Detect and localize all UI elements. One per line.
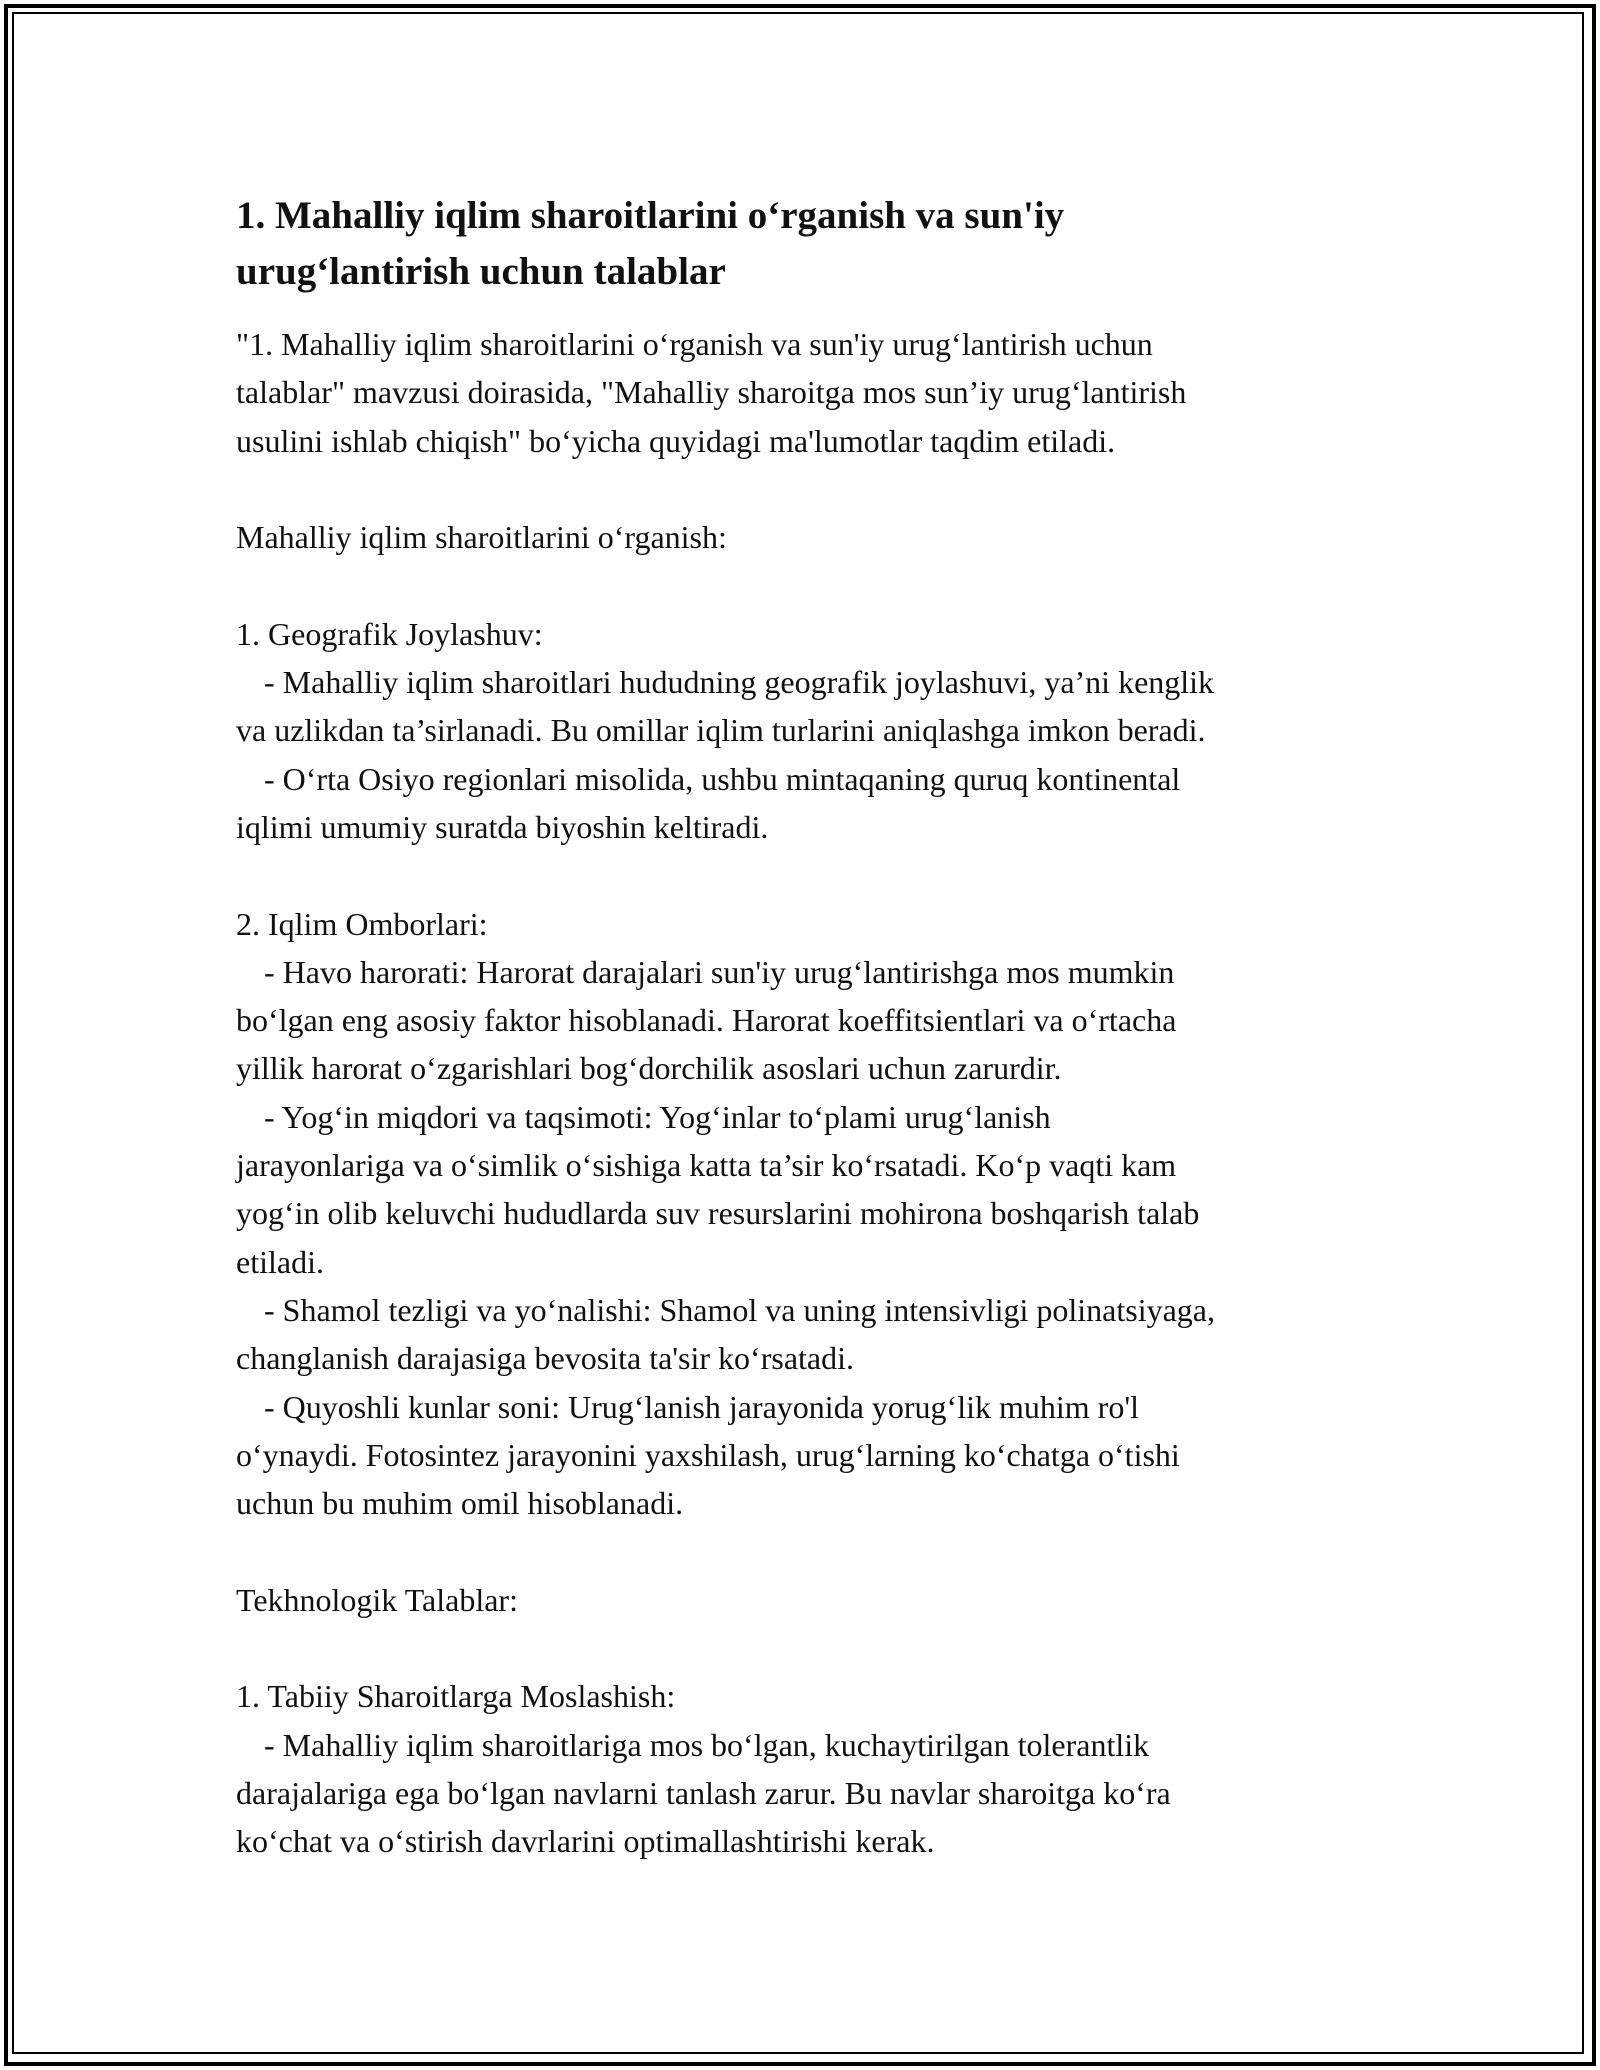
text-line: yog‘in olib keluvchi hududlarda suv resurslarini mohirona boshqarish talab: [236, 1195, 1200, 1232]
geography-block: [236, 610, 1366, 851]
section-heading-climate-study: [236, 513, 1366, 561]
text-line: Mahalliy iqlim sharoitlarini o‘rganish:: [236, 519, 727, 556]
text-line: o‘ynaydi. Fotosintez jarayonini yaxshilash, urug‘larning ko‘chatga o‘tishi: [236, 1436, 1180, 1473]
climate-factors-block: [236, 900, 1366, 1528]
adaptation-block: [236, 1672, 1366, 1865]
text-line: changlanish darajasiga bevosita ta'sir ko‘rsatadi.: [236, 1340, 854, 1377]
subsection-heading: 1. Tabiiy Sharoitlarga Moslashish:: [236, 1678, 676, 1715]
text-line: "1. Mahalliy iqlim sharoitlarini o‘rganish va sun'iy urug‘lantirish uchun: [236, 326, 1153, 362]
intro-paragraph: [236, 320, 1366, 465]
section-heading-tech-requirements: [236, 1576, 1366, 1624]
subsection-heading: 1. Geografik Joylashuv:: [236, 615, 543, 652]
text-line: - Mahalliy iqlim sharoitlari hududning geografik joylashuvi, ya’ni kenglik: [264, 664, 1215, 701]
document-title: [236, 188, 1196, 300]
text-line: - Havo harorati: Harorat darajalari sun'iy urug‘lantirishga mos mumkin: [264, 953, 1175, 990]
text-line: talablar" mavzusi doirasida, "Mahalliy sharoitga mos sun’iy urug‘lantirish: [236, 374, 1187, 411]
text-line: etiladi.: [236, 1243, 324, 1280]
text-line: yillik harorat o‘zgarishlari bog‘dorchilik asoslari uchun zarurdir.: [236, 1050, 1062, 1087]
text-line: ko‘chat va o‘stirish davrlarini optimallashtirishi kerak.: [236, 1823, 935, 1860]
text-line: - Mahalliy iqlim sharoitlariga mos bo‘lgan, kuchaytirilgan tolerantlik: [264, 1726, 1150, 1763]
text-line: - Quyoshli kunlar soni: Urug‘lanish jarayonida yorug‘lik muhim ro'l: [264, 1388, 1139, 1425]
document-body: [236, 188, 1366, 1866]
text-line: usulini ishlab chiqish" bo‘yicha quyidagi ma'lumotlar taqdim etiladi.: [236, 422, 1116, 459]
text-line: - O‘rta Osiyo regionlari misolida, ushbu mintaqaning quruq kontinental: [264, 760, 1181, 797]
text-line: jarayonlariga va o‘simlik o‘sishiga katta ta’sir ko‘rsatadi. Ko‘p vaqti kam: [236, 1147, 1177, 1184]
text-line: Tekhnologik Talablar:: [236, 1581, 518, 1618]
subsection-heading: 2. Iqlim Omborlari:: [236, 905, 488, 942]
text-line: va uzlikdan ta’sirlanadi. Bu omillar iqlim turlarini aniqlashga imkon beradi.: [236, 712, 1206, 749]
text-line: uchun bu muhim omil hisoblanadi.: [236, 1485, 684, 1522]
text-line: - Yog‘in miqdori va taqsimoti: Yog‘inlar to‘plami urug‘lanish: [264, 1098, 1051, 1135]
text-line: darajalariga ega bo‘lgan navlarni tanlash zarur. Bu navlar sharoitga ko‘ra: [236, 1774, 1171, 1811]
title-line: 1. Mahalliy iqlim sharoitlarini o‘rganish va sun'iy: [236, 194, 1065, 237]
text-line: iqlimi umumiy suratda biyoshin keltiradi.: [236, 808, 769, 845]
text-line: - Shamol tezligi va yo‘nalishi: Shamol va uning intensivligi polinatsiyaga,: [264, 1291, 1215, 1328]
text-line: bo‘lgan eng asosiy faktor hisoblanadi. Harorat koeffitsientlari va o‘rtacha: [236, 1002, 1177, 1039]
title-line: urug‘lantirish uchun talablar: [236, 250, 726, 293]
